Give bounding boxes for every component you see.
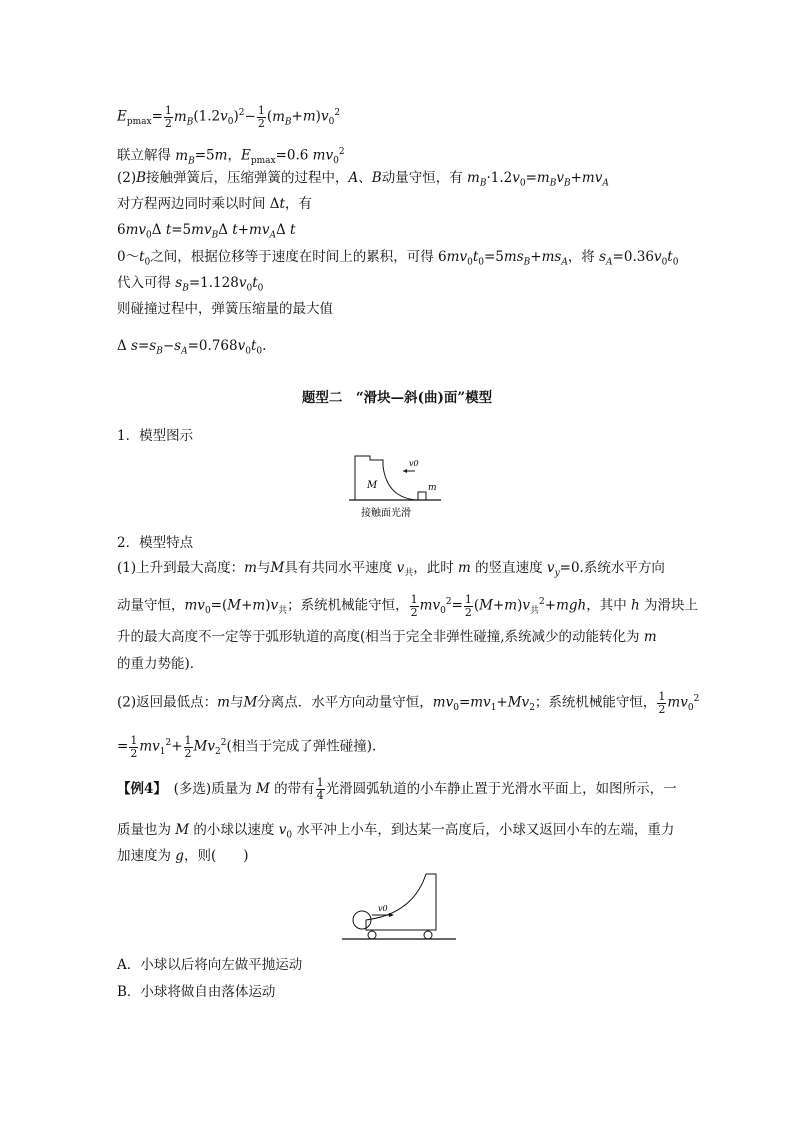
feature2-line2: = $\frac{1}{2}$ $mv_1^2+$ $\frac{1}{2}$ $Mv_2^2$(相当于完成了弹性碰撞)． xyxy=(117,733,386,760)
item1-title: 1．模型图示 xyxy=(117,428,194,444)
option-b[interactable]: B．小球将做自由落体运动 xyxy=(117,984,276,1000)
cart-ball-figure xyxy=(338,868,460,944)
substitute-line: 代入可得 $s_B=1.128v_0t_0$ xyxy=(117,275,264,294)
feature1-line1: (1)上升到最大高度：m与M具有共同水平速度 $v_共$，此时 m 的竖直速度 $v_y=0$.系统水平方向 xyxy=(117,560,665,579)
part2-line: (2)B接触弹簧后，压缩弹簧的过程中，A、B动量守恒，有 $m_B\cdot 1.2v_0=m_Bv_B+mv_A$ xyxy=(117,170,609,189)
section-title: 题型二 “滑块—斜(曲)面”模型 xyxy=(301,390,493,406)
example-line2: 质量也为 M 的小球以速度 $v_0$ 水平冲上小车，到达某一高度后，小球又返回小车的左端，重力 xyxy=(117,822,675,841)
feature2-line1: (2)返回最低点：m与M分离点．水平方向动量守恒，$mv_0=mv_1+Mv_2$；系统机械能守恒， $\frac{1}{2}$ $mv_0^2$ xyxy=(117,689,700,716)
figure-caption: 接触面光滑 xyxy=(361,508,411,519)
example-line1: 【例4】 (多选)质量为 M 的带有 $\frac{1}{4}$ 光滑圆弧轨道的小车静止置于光滑水平面上，如图所示，一 xyxy=(117,776,677,802)
label-M: M xyxy=(367,480,378,491)
formula-epmax: $E_{pmax}=$ $\frac{1}{2}$ $m_B(1.2v_0)^2-$ $\frac{1}{2}$ $(m_B+m)v_0^2$ xyxy=(117,103,341,130)
label-v0-example: v0 xyxy=(378,904,388,913)
item2-title: 2．模型特点 xyxy=(117,535,194,551)
example-line3: 加速度为 g，则( ) xyxy=(117,848,249,864)
max-compression-line: 则碰撞过程中，弹簧压缩量的最大值 xyxy=(117,301,333,317)
delta-s-line: Δ $s=s_B-s_A=0.768v_0t_0$. xyxy=(117,338,267,357)
label-v0: v0 xyxy=(409,459,419,468)
option-a[interactable]: A．小球以后将向左做平抛运动 xyxy=(117,957,303,973)
slope-block-figure xyxy=(345,452,445,524)
integration-line: $0\sim t_0$之间，根据位移等于速度在时间上的累积，可得 $6mv_0t_0=5ms_B+ms_A$，将 $s_A=0.36v_0t_0$ xyxy=(117,249,679,268)
equation-line: $6mv_0\Delta$ $t=5mv_B\Delta$ $t+mv_A\Delta$ t xyxy=(117,222,296,241)
feature1-line3: 升的最大高度不一定等于弧形轨道的高度(相当于完全非弹性碰撞,系统减少的动能转化为 m xyxy=(117,629,657,645)
multiply-line: 对方程两边同时乘以时间 Δt，有 xyxy=(117,196,312,212)
feature1-line2: 动量守恒，$mv_0=(M+m)v_共$；系统机械能守恒， $\frac{1}{2}$ $mv_0^2=$ $\frac{1}{2}$ $(M+m)v_共^2+mgh$，其中 h 为滑块上 xyxy=(117,592,699,619)
feature1-line4: 的重力势能)． xyxy=(117,656,204,672)
label-m: m xyxy=(428,483,437,493)
solve-line: 联立解得 $m_B=5m$，$E_{pmax}=0.6$ $mv_0^2$ xyxy=(117,147,345,167)
